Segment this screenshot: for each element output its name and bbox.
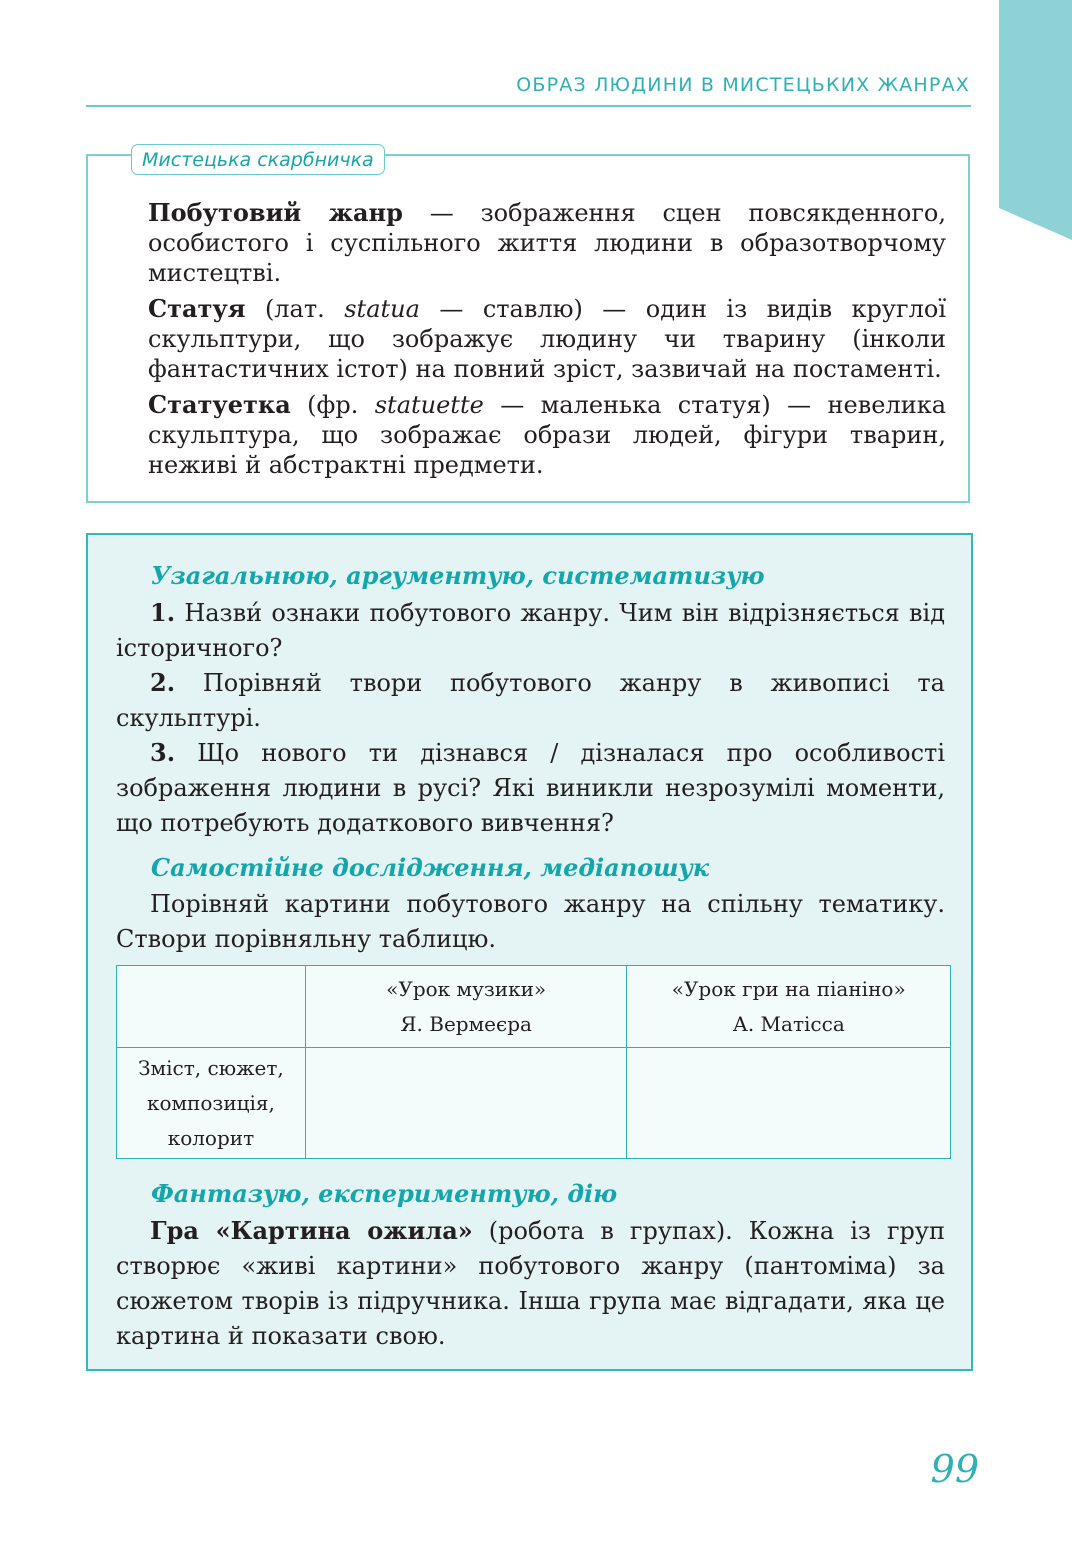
task-text: Порівняй твори побутового жанру в живописі та скульптурі. [116, 669, 945, 732]
section-heading-fantasize: Фантазую, експериментую, дію [151, 1179, 618, 1208]
section-heading-research: Самостійне дослідження, медіапошук [151, 853, 710, 882]
table-empty-cell [305, 1048, 627, 1159]
painting-author: Я. Вермеєра [400, 1011, 532, 1036]
task-item-2 [116, 665, 945, 736]
row-label-line: Зміст, сюжет, [138, 1055, 284, 1080]
definition-statuette [148, 390, 946, 480]
row-label-line: композиція, [146, 1090, 275, 1115]
definition-genre [148, 198, 946, 288]
definition-origin: (лат. [245, 295, 345, 323]
foreign-word: statua [344, 295, 420, 323]
table-row-label [117, 1048, 306, 1159]
painting-author: А. Матісса [732, 1011, 845, 1036]
task-text: Що нового ти дізнався / дізналася про особливості зображення людини в русі? Які виникли незрозумілі моменти, що потребують додаткового вивчення? [116, 739, 945, 837]
task-item-1 [116, 595, 945, 666]
painting-title: «Урок гри на піаніно» [671, 976, 906, 1001]
art-treasury-box [86, 149, 970, 503]
row-label-line: колорит [167, 1125, 255, 1150]
task-number: 1. [150, 598, 176, 627]
definition-text: — ставлю) — один із видів круглої скульптури, що зображує людину чи тварину (інколи фантастичних істот) на повний зріст, зазвичай на постаменті. [148, 295, 946, 383]
term: Статуя [148, 294, 246, 323]
term: Статуетка [148, 390, 291, 419]
definition-statue [148, 294, 946, 384]
painting-title: «Урок музики» [386, 976, 547, 1001]
definition-text: — зображення сцен повсякденного, особистого і суспільного життя людини в образотворчому мистецтві. [148, 199, 947, 287]
table-corner-cell [117, 966, 306, 1048]
task-number: 3. [150, 738, 176, 767]
section-heading-generalize: Узагальнюю, аргументую, систематизую [151, 561, 765, 590]
task-item-3 [116, 735, 945, 841]
corner-tab-marker [999, 0, 1072, 240]
table-column-header [627, 966, 951, 1048]
running-title: ОБРАЗ ЛЮДИНИ В МИСТЕЦЬКИХ ЖАНРАХ [516, 74, 970, 96]
task-text: Назви́ ознаки побутового жанру. Чим він відрізняється від історичного? [116, 599, 945, 662]
game-description: (робота в групах). Кожна із груп створює «живі картини» побутового жанру (пантоміма) за сюжетом творів із підручника. Інша група має відгадати, яка це картина й показати свою. [116, 1217, 945, 1350]
term: Побутовий жанр [148, 198, 403, 227]
research-task-text: Порівняй картини побутового жанру на спільну тематику. Створи порівняльну таблицю. [116, 890, 945, 953]
table-header-row [117, 966, 951, 1048]
page-number: 99 [930, 1447, 979, 1491]
definition-text: — маленька статуя) — невелика скульптура, що зображає образи людей, фігури тварин, неживі й абстрактні предмети. [148, 391, 946, 479]
table-empty-cell [627, 1048, 951, 1159]
table-row [117, 1048, 951, 1159]
foreign-word: statuette [374, 391, 484, 419]
game-task-text [116, 1213, 945, 1354]
table-column-header [305, 966, 627, 1048]
task-number: 2. [150, 668, 176, 697]
header-rule [86, 105, 971, 107]
definition-origin: (фр. [290, 391, 375, 419]
tasks-box [86, 533, 973, 1371]
treasury-label: Мистецька скарбничка [131, 144, 385, 175]
comparison-table [116, 965, 951, 1159]
game-title: Гра «Картина ожила» [150, 1216, 473, 1245]
